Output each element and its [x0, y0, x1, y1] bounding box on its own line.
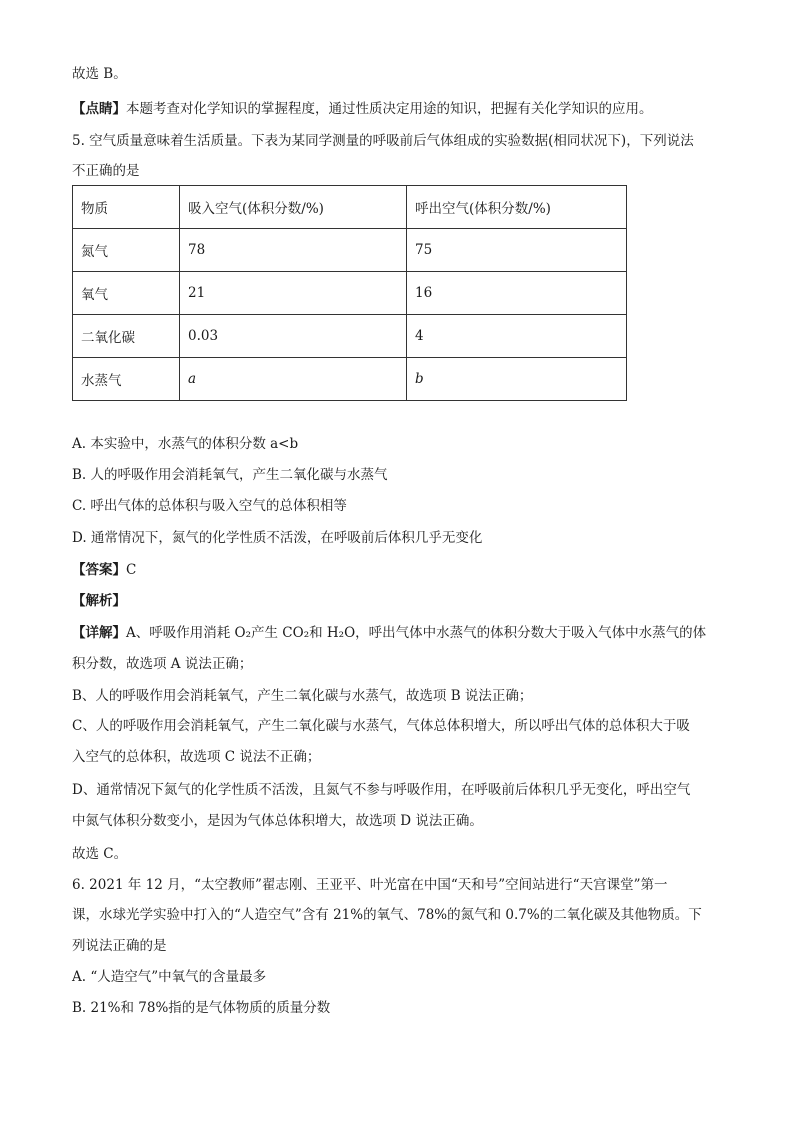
option-b: B. 人的呼吸作用会消耗氧气，产生二氧化碳与水蒸气 — [72, 467, 388, 483]
question-6-stem-line2: 课，水球光学实验中打入的“人造空气”含有 21%的氧气、78%的氮气和 0.7%的二氧化碳及其他物质。下 — [72, 907, 702, 923]
table-row — [73, 272, 627, 315]
table-row — [73, 315, 627, 358]
table-cell: 78 — [180, 229, 407, 272]
option-c: C. 呼出气体的总体积与吸入空气的总体积相等 — [72, 498, 347, 514]
table-cell: 二氧化碳 — [73, 315, 180, 358]
table-cell: 水蒸气 — [73, 358, 180, 401]
conclusion-line: 故选 B。 — [72, 66, 127, 82]
detail-line-6: D、通常情况下氮气的化学性质不活泼，且氮气不参与呼吸作用，在呼吸前后体积几乎无变化，呼出空气 — [72, 782, 691, 798]
detail-line-3: B、人的呼吸作用会消耗氧气，产生二氧化碳与水蒸气，故选项 B 说法正确； — [72, 688, 533, 704]
detail-tag: 【详解】 — [72, 625, 126, 641]
detail-line-8: 故选 C。 — [72, 846, 128, 862]
table-cell: 氮气 — [73, 229, 180, 272]
detail-line-5: 入空气的总体积，故选项 C 说法不正确； — [72, 749, 321, 765]
table-row — [73, 229, 627, 272]
answer-tag: 【答案】 — [72, 562, 126, 578]
table-cell: 75 — [407, 229, 627, 272]
table-cell: 4 — [407, 315, 627, 358]
tip-text: 本题考查对化学知识的掌握程度，通过性质决定用途的知识，把握有关化学知识的应用。 — [126, 101, 653, 117]
option-a: A. 本实验中，水蒸气的体积分数 a<b — [72, 436, 299, 452]
table-header-cell: 吸入空气(体积分数/%) — [180, 186, 407, 229]
table-header-cell: 呼出空气(体积分数/%) — [407, 186, 627, 229]
table-cell: 氧气 — [73, 272, 180, 315]
detail-line-4: C、人的呼吸作用会消耗氧气，产生二氧化碳与水蒸气，气体总体积增大，所以呼出气体的总体积大于吸 — [72, 718, 690, 734]
table-cell: 0.03 — [180, 315, 407, 358]
table-row — [73, 358, 627, 401]
table-cell: 21 — [180, 272, 407, 315]
tip-line — [72, 99, 653, 119]
question-6-option-b: B. 21%和 78%指的是气体物质的质量分数 — [72, 1000, 331, 1016]
table-cell: 16 — [407, 272, 627, 315]
gas-composition-table — [72, 185, 627, 401]
detail-text: A、呼吸作用消耗 O₂产生 CO₂和 H₂O，呼出气体中水蒸气的体积分数大于吸入气体中水蒸气的体 — [126, 625, 707, 641]
table-header-cell: 物质 — [73, 186, 180, 229]
table-cell: b — [407, 358, 627, 401]
detail-line-2: 积分数，故选项 A 说法正确； — [72, 656, 253, 672]
question-5-stem-line2: 不正确的是 — [72, 163, 140, 179]
option-d: D. 通常情况下，氮气的化学性质不活泼，在呼吸前后体积几乎无变化 — [72, 530, 483, 546]
table-cell: a — [180, 358, 407, 401]
question-6-stem-line3: 列说法正确的是 — [72, 938, 167, 954]
answer-value: C — [126, 562, 137, 578]
detail-line-7: 中氮气体积分数变小，是因为气体总体积增大，故选项 D 说法正确。 — [72, 813, 483, 829]
detail-line-1 — [72, 623, 706, 643]
answer-line — [72, 560, 136, 580]
analysis-tag: 【解析】 — [72, 593, 126, 609]
tip-tag: 【点睛】 — [72, 101, 126, 117]
question-6-option-a: A. “人造空气”中氧气的含量最多 — [72, 969, 267, 985]
question-5-stem-line1: 5. 空气质量意味着生活质量。下表为某同学测量的呼吸前后气体组成的实验数据(相同状况下)，下列说法 — [72, 133, 694, 149]
question-6-stem-line1: 6. 2021 年 12 月，“太空教师”翟志刚、王亚平、叶光富在中国“天和号”空间站进行“天宫课堂”第一 — [72, 877, 668, 893]
table-header-row — [73, 186, 627, 229]
